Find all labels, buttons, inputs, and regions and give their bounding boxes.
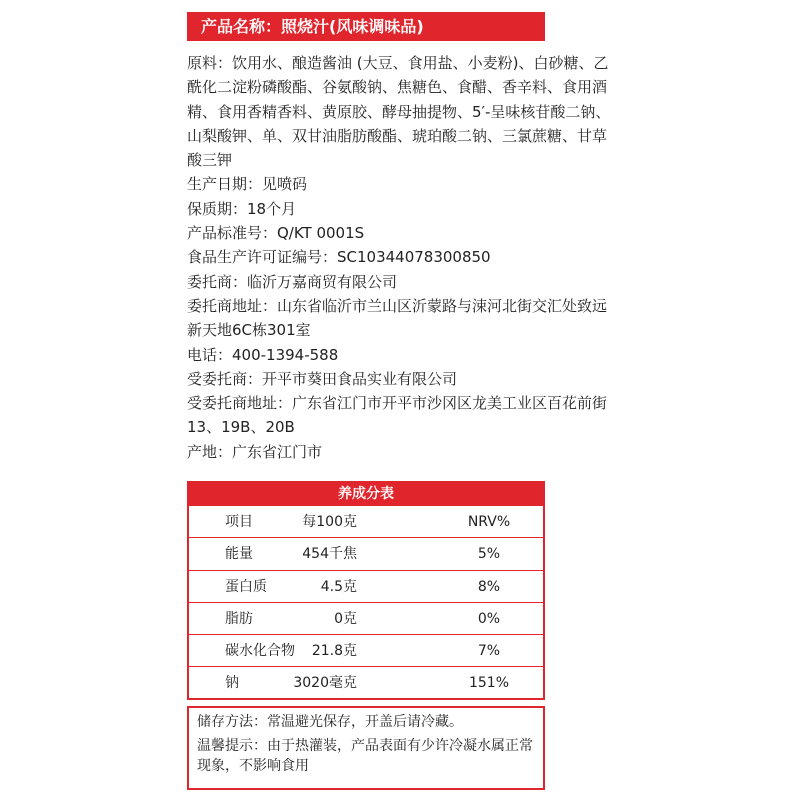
nutrient-amount: 21.8克 [311, 643, 357, 660]
nutrition-table-title: 养成分表 [189, 483, 543, 506]
nutrition-header-row [189, 506, 543, 538]
column-header-item: 项目 [225, 514, 253, 530]
nutrient-amount: 454千焦 [302, 546, 357, 563]
nutrient-name: 脂肪 [225, 610, 253, 627]
product-standard-text: 产品标准号：Q/KT 0001S [187, 224, 365, 243]
nutrient-name: 蛋白质 [225, 578, 267, 595]
nutrient-name: 碳水化合物 [225, 643, 295, 660]
storage-notes-box [187, 706, 545, 790]
product-name-banner: 产品名称：照烧汁(风味调味品) [187, 12, 545, 41]
client-text: 委托商：临沂万嘉商贸有限公司 [187, 272, 398, 291]
nutrition-row-sodium [189, 667, 543, 699]
column-header-nrv: NRV% [467, 514, 511, 530]
product-info-block [187, 51, 612, 464]
nutrient-nrv: 151% [468, 675, 510, 692]
nutrient-nrv: 5% [477, 546, 501, 563]
origin-text: 产地：广东省江门市 [187, 442, 323, 461]
production-date-text: 生产日期：见喷码 [187, 175, 308, 194]
nutrient-nrv: 7% [477, 643, 501, 660]
nutrient-amount: 3020毫克 [293, 675, 357, 692]
warm-tip-text: 温馨提示：由于热灌装，产品表面有少许冷凝水属正常现象，不影响食用 [197, 738, 533, 774]
client-address-text: 委托商地址：山东省临沂市兰山区沂蒙路与涑河北街交汇处致远新天地6C栋301室 [187, 296, 608, 340]
nutrition-row-carbohydrate [189, 635, 543, 667]
nutrient-nrv: 0% [477, 610, 501, 627]
nutrient-amount: 0克 [334, 610, 357, 627]
manufacturer-address-text: 受委托商地址：广东省江门市开平市沙冈区龙美工业区百花前街13、19B、20B [187, 394, 608, 437]
column-header-amount: 每100克 [302, 514, 357, 530]
shelf-life-text: 保质期：18个月 [187, 199, 297, 218]
nutrient-amount: 4.5克 [320, 578, 357, 595]
storage-method-text: 储存方法：常温避光保存，开盖后请冷藏。 [197, 714, 463, 730]
nutrition-table [187, 481, 545, 700]
phone-text: 电话：400-1394-588 [187, 345, 339, 364]
nutrition-row-energy [189, 538, 543, 570]
nutrition-row-fat [189, 603, 543, 635]
manufacturer-text: 受委托商：开平市葵田食品实业有限公司 [187, 369, 458, 388]
production-license-text: 食品生产许可证编号：SC10344078300850 [187, 248, 491, 267]
nutrition-row-protein [189, 571, 543, 603]
nutrient-name: 能量 [225, 546, 253, 563]
nutrient-nrv: 8% [477, 578, 501, 595]
ingredients-text: 原料：饮用水、酿造酱油 (大豆、食用盐、小麦粉)、白砂糖、乙酰化二淀粉磷酸酯、谷氨酸钠、焦糖色、食醋、香辛料、食用酒精、食用香精香料、黄原胶、酵母抽提物、5′-呈味核苷酸二钠、山梨酸钾、单、双甘油脂肪酸酯、琥珀酸二钠、三氯蔗糖、甘草酸三钾 [187, 54, 611, 170]
nutrient-name: 钠 [225, 675, 239, 692]
